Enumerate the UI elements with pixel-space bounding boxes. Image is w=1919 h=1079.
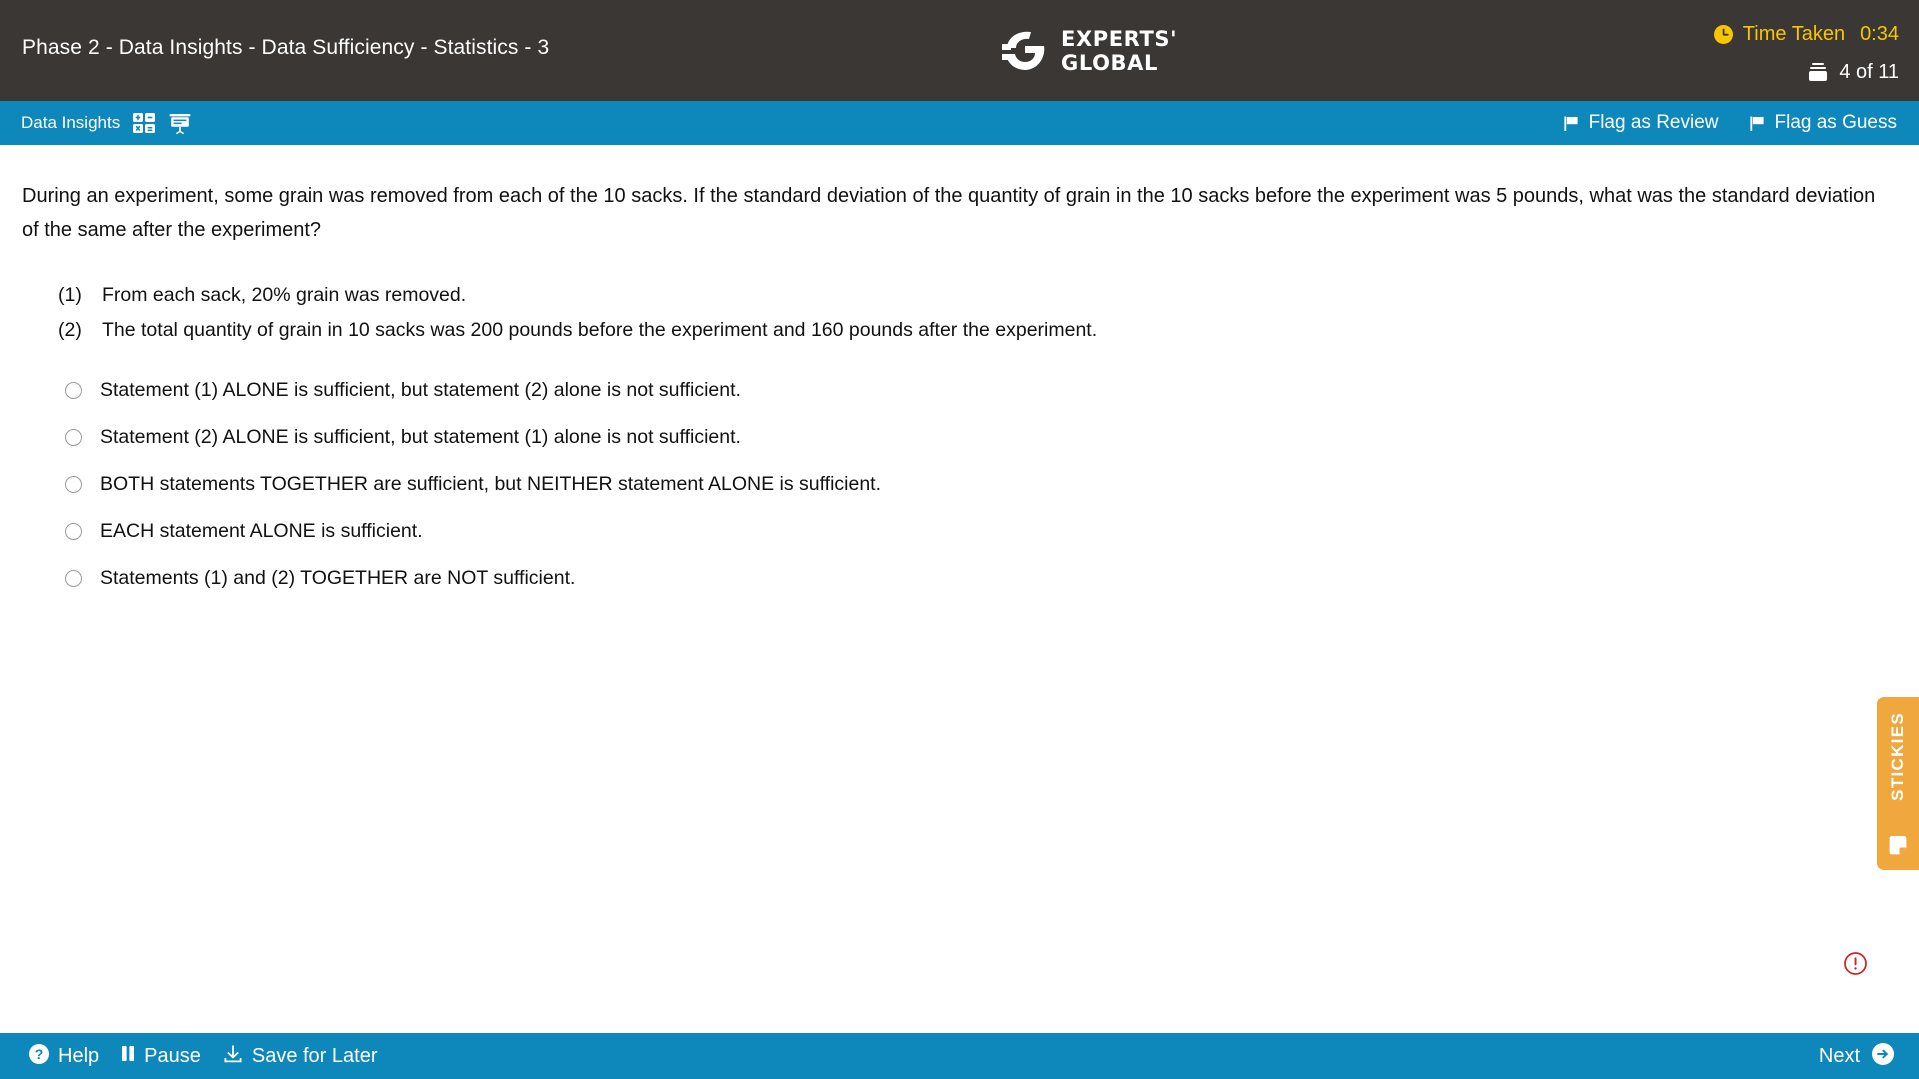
svg-text:?: ? [34,1045,44,1062]
question-count-row [1713,57,1899,87]
logo-line-2: GLOBAL [1061,50,1158,75]
flag-as-guess-button[interactable] [1749,112,1898,134]
logo-line-1: EXPERTS' [1061,26,1178,51]
statement-item [58,313,1758,348]
radio-button[interactable] [65,476,82,493]
question-stem: During an experiment, some grain was removed from each of the 10 sacks. If the standard deviation of the quantity of grain in the 10 sacks before the experiment was 5 pounds, what was the standard deviation of the same after the experiment? [22,185,1876,241]
stickies-label: STICKIES [1888,712,1907,801]
time-taken-value: 0:34 [1860,22,1899,45]
next-button[interactable] [1819,1033,1895,1079]
footer-left-group [28,1033,377,1079]
answer-option-label: Statement (1) ALONE is sufficient, but statement (2) alone is not sufficient. [100,379,741,401]
answer-option-label: Statements (1) and (2) TOGETHER are NOT sufficient. [100,567,576,589]
statement-item [58,278,1758,313]
help-label: Help [58,1044,100,1067]
flag-icon [1749,115,1766,132]
download-icon [222,1043,244,1070]
calculator-icon[interactable] [132,111,156,135]
statement-text: The total quantity of grain in 10 sacks was 200 pounds before the experiment and 160 pounds after the experiment. [102,319,1098,341]
answer-option-b[interactable] [65,414,1765,461]
answer-option-d[interactable] [65,508,1765,555]
answer-option-a[interactable] [65,367,1765,414]
pause-label: Pause [144,1044,201,1067]
radio-button[interactable] [65,523,82,540]
top-header [0,0,1919,101]
whiteboard-icon[interactable] [168,111,192,135]
flag-as-guess-label: Flag as Guess [1774,112,1897,133]
answer-option-label: BOTH statements TOGETHER are sufficient, but NEITHER statement ALONE is sufficient. [100,473,882,495]
radio-button[interactable] [65,429,82,446]
radio-button[interactable] [65,382,82,399]
statement-text: From each sack, 20% grain was removed. [102,284,467,306]
flag-icon [1563,115,1580,132]
section-label: Data Insights [21,113,121,132]
answer-option-label: EACH statement ALONE is sufficient. [100,520,423,542]
statement-list [58,278,1758,348]
statement-number: (2) [58,319,82,341]
save-for-later-button[interactable] [222,1043,378,1070]
page-title: Phase 2 - Data Insights - Data Sufficiency - Statistics - 3 [22,36,550,59]
timer-panel [1713,20,1899,87]
flag-as-review-button[interactable] [1563,112,1719,134]
answer-options [65,367,1765,602]
bottom-footer [0,1033,1919,1079]
toolbar-right-group [1563,101,1897,145]
save-for-later-label: Save for Later [251,1044,378,1067]
time-taken-row [1713,20,1899,48]
sticky-note-icon [1887,835,1909,857]
experts-global-g-mark-icon [1000,26,1050,76]
pause-button[interactable] [120,1044,201,1068]
radio-button[interactable] [65,570,82,587]
exclamation-circle-icon[interactable] [1843,951,1868,976]
help-button[interactable] [28,1043,99,1070]
next-label: Next [1818,1044,1860,1067]
answer-option-c[interactable] [65,461,1765,508]
statement-number: (1) [58,284,82,306]
time-taken-label: Time Taken [1742,22,1846,45]
brand-logo [1000,26,1177,76]
flag-as-review-label: Flag as Review [1588,112,1719,133]
question-count-text: 4 of 11 [1839,60,1899,83]
card-stack-icon [1807,62,1829,82]
answer-option-label: Statement (2) ALONE is sufficient, but statement (1) alone is not sufficient. [100,426,741,448]
stickies-tab[interactable] [1877,697,1919,870]
answer-option-e[interactable] [65,555,1765,602]
toolbar-left-group [21,101,192,145]
question-circle-icon [28,1043,50,1070]
question-area [0,145,1919,1035]
pause-icon [120,1044,136,1068]
arrow-right-circle-icon [1871,1042,1895,1071]
clock-icon [1713,24,1734,45]
question-toolbar [0,101,1919,145]
